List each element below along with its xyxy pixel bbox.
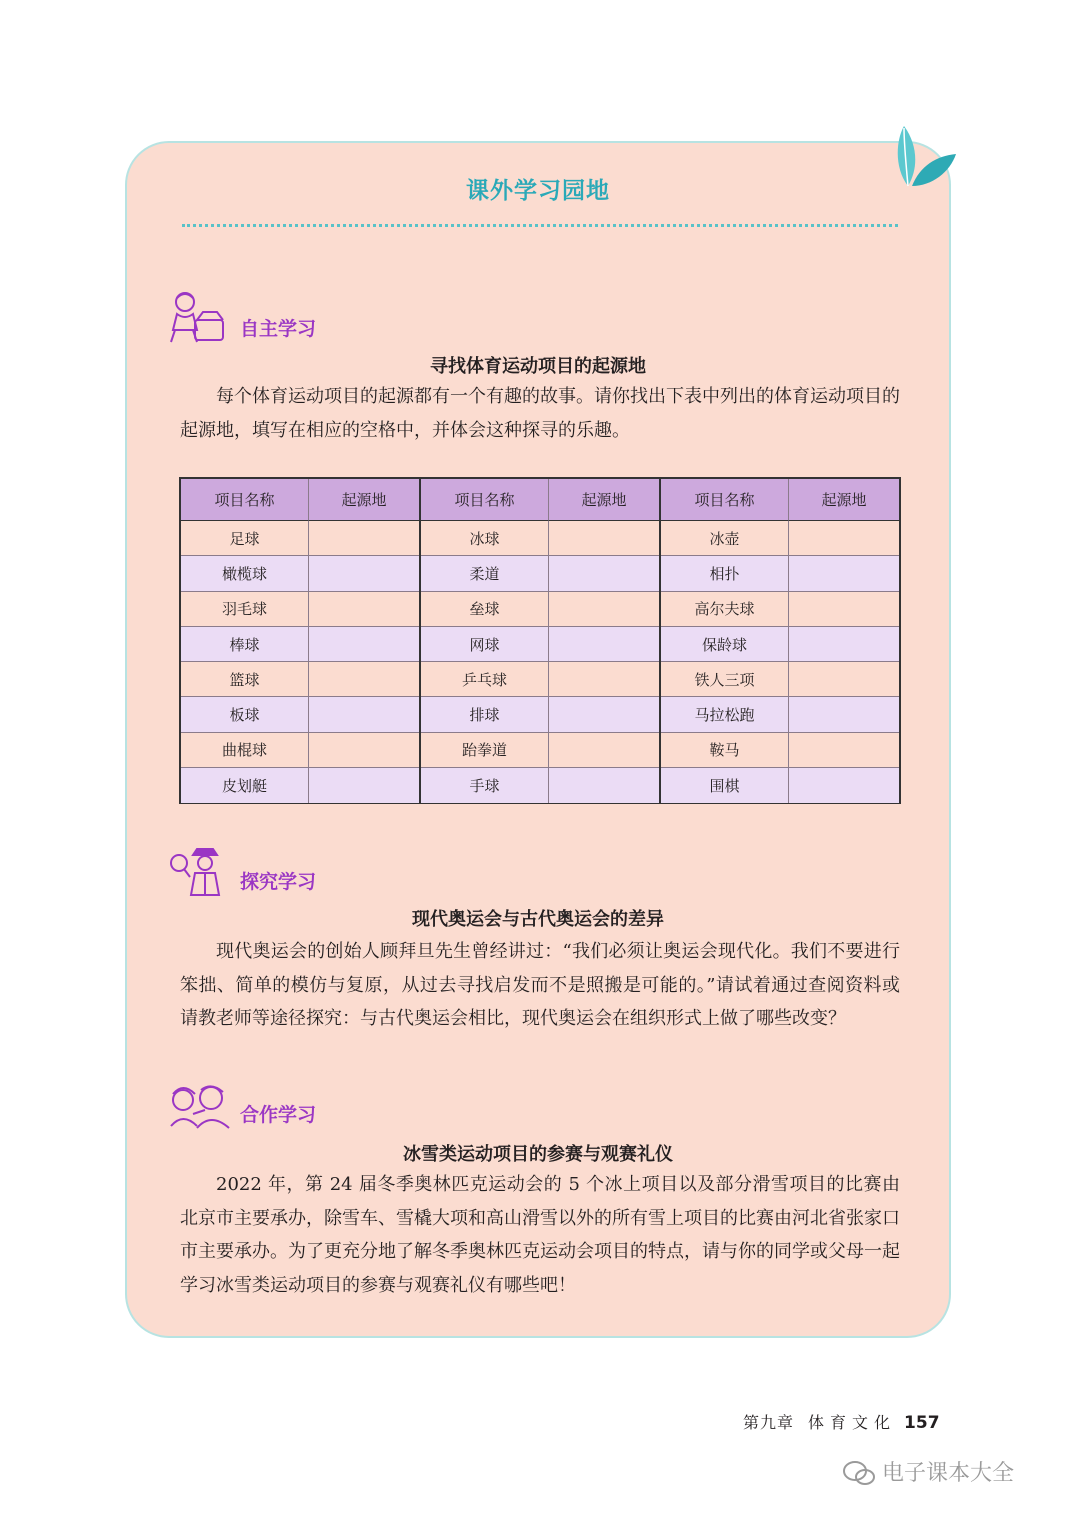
table-cell-origin-blank[interactable] <box>789 521 899 556</box>
chapter-title: 体育文化 <box>808 1413 897 1432</box>
table-cell-item: 鞍马 <box>661 733 789 768</box>
table-cell-origin-blank[interactable] <box>309 662 419 697</box>
table-cell-origin-blank[interactable] <box>789 733 899 768</box>
chapter-label: 第九章 <box>743 1413 795 1432</box>
section-label: 自主学习 <box>240 318 317 340</box>
table-cell-origin-blank[interactable] <box>549 521 659 556</box>
card-title: 课外学习园地 <box>466 178 610 204</box>
table-cell-item: 保龄球 <box>661 627 789 662</box>
table-cell-origin-blank[interactable] <box>549 768 659 803</box>
table-cell-origin-blank[interactable] <box>789 627 899 662</box>
table-cell-origin-blank[interactable] <box>789 556 899 591</box>
table-cell-item: 铁人三项 <box>661 662 789 697</box>
table-cell-item: 高尔夫球 <box>661 592 789 627</box>
section-paragraph: 现代奥运会的创始人顾拜旦先生曾经讲过：“我们必须让奥运会现代化。我们不要进行笨拙、简单的模仿与复原，从过去寻找启发而不是照搬是可能的。”请试着通过查阅资料或请教老师等途径探究：与古代奥运会相比，现代奥运会在组织形式上做了哪些改变？ <box>180 941 900 1029</box>
table-cell-item: 曲棍球 <box>181 733 309 768</box>
table-cell-origin-blank[interactable] <box>309 521 419 556</box>
table-cell-item: 篮球 <box>181 662 309 697</box>
table-group <box>421 479 659 802</box>
page-number: 157 <box>904 1413 940 1433</box>
table-cell-item: 马拉松跑 <box>661 697 789 732</box>
table-cell-item: 板球 <box>181 697 309 732</box>
table-cell-item: 柔道 <box>421 556 549 591</box>
table-cell-item: 羽毛球 <box>181 592 309 627</box>
table-cell-origin-blank[interactable] <box>309 592 419 627</box>
column-header-origin: 起源地 <box>549 479 659 521</box>
table-cell-origin-blank[interactable] <box>549 627 659 662</box>
table-cell-item: 跆拳道 <box>421 733 549 768</box>
table-cell-origin-blank[interactable] <box>549 662 659 697</box>
column-header-item: 项目名称 <box>181 479 309 521</box>
table-cell-origin-blank[interactable] <box>789 768 899 803</box>
table-cell-origin-blank[interactable] <box>309 627 419 662</box>
table-cell-item: 垒球 <box>421 592 549 627</box>
watermark-text: 电子课本大全 <box>882 1461 1015 1486</box>
table-cell-item: 足球 <box>181 521 309 556</box>
wechat-icon <box>842 1460 876 1488</box>
table-cell-item: 皮划艇 <box>181 768 309 803</box>
table-cell-item: 冰球 <box>421 521 549 556</box>
table-cell-origin-blank[interactable] <box>789 592 899 627</box>
two-kids-icon <box>165 1080 235 1136</box>
table-cell-origin-blank[interactable] <box>549 697 659 732</box>
table-cell-origin-blank[interactable] <box>309 697 419 732</box>
table-cell-origin-blank[interactable] <box>309 556 419 591</box>
table-cell-origin-blank[interactable] <box>789 662 899 697</box>
table-cell-item: 乒乓球 <box>421 662 549 697</box>
table-cell-item: 围棋 <box>661 768 789 803</box>
table-cell-item: 网球 <box>421 627 549 662</box>
table-cell-origin-blank[interactable] <box>549 556 659 591</box>
section-label: 合作学习 <box>240 1104 317 1126</box>
origin-table <box>179 477 901 804</box>
table-cell-origin-blank[interactable] <box>789 697 899 732</box>
section-label: 探究学习 <box>240 871 317 893</box>
section-paragraph: 每个体育运动项目的起源都有一个有趣的故事。请你找出下表中列出的体育运动项目的起源地，填写在相应的空格中，并体会这种探寻的乐趣。 <box>180 386 900 441</box>
table-cell-item: 冰壶 <box>661 521 789 556</box>
student-reading-icon <box>165 290 229 346</box>
section-subtitle: 冰雪类运动项目的参赛与观赛礼仪 <box>403 1144 673 1165</box>
table-cell-item: 橄榄球 <box>181 556 309 591</box>
section-subtitle: 现代奥运会与古代奥运会的差异 <box>412 909 664 930</box>
table-cell-origin-blank[interactable] <box>309 768 419 803</box>
table-cell-origin-blank[interactable] <box>549 733 659 768</box>
table-cell-item: 手球 <box>421 768 549 803</box>
table-cell-origin-blank[interactable] <box>309 733 419 768</box>
table-cell-item: 棒球 <box>181 627 309 662</box>
page-footer <box>743 1410 940 1433</box>
section-subtitle: 寻找体育运动项目的起源地 <box>430 356 646 377</box>
table-cell-item: 排球 <box>421 697 549 732</box>
table-group <box>181 479 419 802</box>
table-group <box>661 479 899 802</box>
column-header-origin: 起源地 <box>309 479 419 521</box>
column-header-origin: 起源地 <box>789 479 899 521</box>
table-cell-item: 相扑 <box>661 556 789 591</box>
table-cell-origin-blank[interactable] <box>549 592 659 627</box>
watermark <box>842 1456 1014 1488</box>
column-header-item: 项目名称 <box>661 479 789 521</box>
column-header-item: 项目名称 <box>421 479 549 521</box>
section-paragraph: 2022 年，第 24 届冬季奥林匹克运动会的 5 个冰上项目以及部分滑雪项目的比赛由北京市主要承办，除雪车、雪橇大项和高山滑雪以外的所有雪上项目的比赛由河北省张家口市主要承办。为了更充分地了解冬季奥林匹克运动会项目的特点，请与你的同学或父母一起学习冰雪类运动项目的参赛与观赛礼仪有哪些吧！ <box>180 1174 900 1296</box>
dotted-divider <box>182 224 898 227</box>
detective-magnifier-icon <box>165 845 229 901</box>
